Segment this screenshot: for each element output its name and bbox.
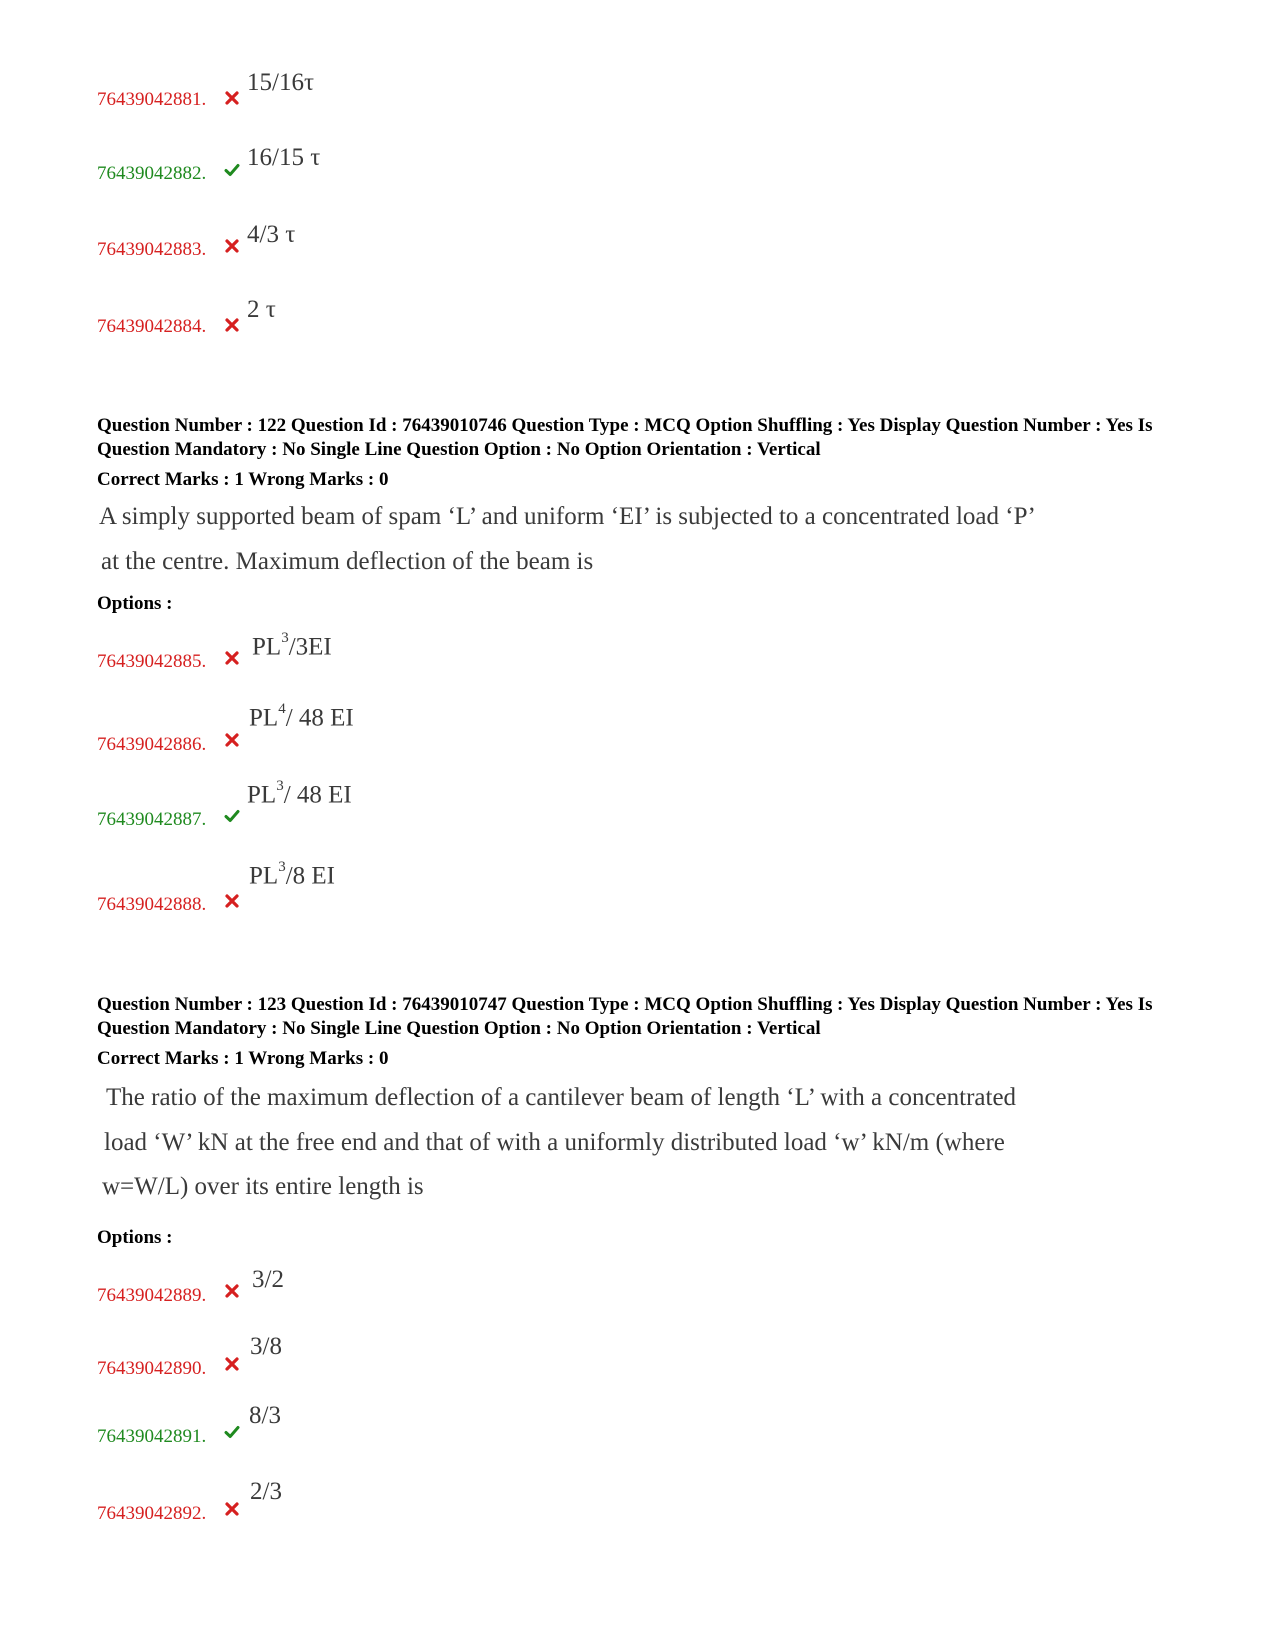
formula-exponent: 3 xyxy=(276,778,284,794)
cross-icon xyxy=(224,317,240,333)
question-header: Question Number : 122 Question Id : 76439010746 Question Type : MCQ Option Shuffling : Yes Display Question Number : Yes Is Question Mandatory : No Single Line Question Option : No Option Orientation : Vertical xyxy=(97,415,1153,460)
formula-base: PL xyxy=(252,633,282,661)
options-label: Options : xyxy=(97,593,173,614)
formula-exponent: 3 xyxy=(278,859,286,875)
cross-icon xyxy=(224,1501,240,1517)
marks-line: Correct Marks : 1 Wrong Marks : 0 xyxy=(97,1048,389,1069)
option-text: 3/2 xyxy=(252,1266,284,1293)
option-id: 76439042885. xyxy=(97,651,207,672)
question-text: at the centre. Maximum deflection of the beam is xyxy=(101,548,594,575)
cross-icon xyxy=(224,1283,240,1299)
option-id: 76439042889. xyxy=(97,1285,207,1306)
cross-icon xyxy=(224,732,240,748)
formula-exponent: 4 xyxy=(278,701,286,717)
options-label: Options : xyxy=(97,1227,173,1248)
cross-icon xyxy=(224,893,240,909)
option-formula xyxy=(249,701,354,732)
option-id: 76439042892. xyxy=(97,1503,207,1524)
cross-icon xyxy=(224,650,240,666)
option-id: 76439042882. xyxy=(97,163,207,184)
option-text: 15/16τ xyxy=(247,69,314,96)
option-formula xyxy=(252,630,332,661)
formula-rest: / 48 EI xyxy=(283,781,352,809)
option-id: 76439042891. xyxy=(97,1426,207,1447)
formula-exponent: 3 xyxy=(281,630,289,646)
option-id: 76439042884. xyxy=(97,316,207,337)
check-icon xyxy=(224,808,240,824)
option-id: 76439042881. xyxy=(97,89,207,110)
option-text: 8/3 xyxy=(249,1402,281,1429)
option-id: 76439042883. xyxy=(97,239,207,260)
option-text: 16/15 τ xyxy=(247,144,321,171)
option-text: 2 τ xyxy=(247,296,276,323)
check-icon xyxy=(224,1424,240,1440)
option-text: 2/3 xyxy=(250,1478,282,1505)
formula-rest: /8 EI xyxy=(285,862,335,890)
question-header: Question Number : 123 Question Id : 76439010747 Question Type : MCQ Option Shuffling : Yes Display Question Number : Yes Is Question Mandatory : No Single Line Question Option : No Option Orientation : Vertical xyxy=(97,994,1153,1039)
cross-icon xyxy=(224,238,240,254)
question-text: A simply supported beam of spam ‘L’ and uniform ‘EI’ is subjected to a concentrated load ‘P’ xyxy=(99,503,1036,530)
question-text: load ‘W’ kN at the free end and that of with a uniformly distributed load ‘w’ kN/m (where xyxy=(104,1129,1005,1156)
marks-line: Correct Marks : 1 Wrong Marks : 0 xyxy=(97,469,389,490)
option-formula xyxy=(247,778,352,809)
option-formula xyxy=(249,859,335,890)
option-id: 76439042890. xyxy=(97,1358,207,1379)
cross-icon xyxy=(224,90,240,106)
cross-icon xyxy=(224,1356,240,1372)
option-id: 76439042886. xyxy=(97,734,207,755)
option-text: 4/3 τ xyxy=(247,221,296,248)
formula-base: PL xyxy=(249,862,279,890)
formula-base: PL xyxy=(247,781,277,809)
formula-rest: /3EI xyxy=(288,633,332,661)
formula-rest: / 48 EI xyxy=(285,704,354,732)
question-text: w=W/L) over its entire length is xyxy=(102,1173,424,1200)
check-icon xyxy=(224,162,240,178)
option-text: 3/8 xyxy=(250,1333,282,1360)
option-id: 76439042887. xyxy=(97,809,207,830)
formula-base: PL xyxy=(249,704,279,732)
question-text: The ratio of the maximum deflection of a cantilever beam of length ‘L’ with a concentrated xyxy=(106,1084,1017,1111)
option-id: 76439042888. xyxy=(97,894,207,915)
